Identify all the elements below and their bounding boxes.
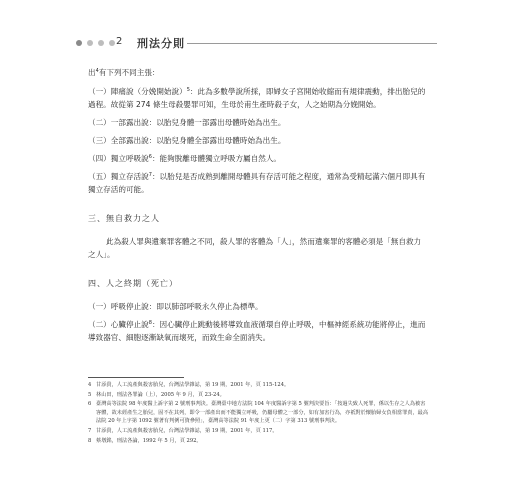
footnotes: [88, 381, 428, 446]
birth-theories-list: [88, 85, 428, 196]
decorative-dots: [76, 40, 115, 46]
death-theories-list: [88, 300, 428, 344]
footnote: 5 林山田，刑法各罪論（上），2005 年 9 月，頁 23-24。: [88, 391, 225, 398]
footnote-ref[interactable]: 7: [148, 172, 152, 178]
list-item: （二）心臟停止說$^8$：因心臟停止跳動後將導致血液循環自停止呼吸，中樞神經系統功能將停止，進而導致器官、細胞逐漸缺氧而壞死，而致生命全面消失。: [88, 320, 426, 342]
chapter-title: 刑法分則: [137, 37, 185, 50]
footnote: 7 甘添貴，人工流產與殺害胎兒，台灣法學雜誌，第 19 期，2001 年，頁 117。: [88, 427, 278, 434]
footnote-ref[interactable]: 5: [186, 87, 190, 93]
list-item: （一）陣痛說（分娩開始說）$^5$：此為多數學說所採，即婦女子宮開始收縮而有規律震動，排出胎兒的過程。故從第 274 條生母殺嬰罪可知，生母於甫生產時殺子女，人之始期為分娩開始。: [88, 87, 426, 109]
footnote: 8 蔡墩銘，刑法各論，1992 年 5 月，頁 292。: [88, 437, 202, 444]
footnote-mark: 8: [88, 437, 92, 444]
page-number: 2: [116, 36, 123, 47]
footnote-ref[interactable]: 4: [95, 68, 99, 74]
dot-icon: [98, 40, 104, 46]
page-header: [0, 0, 520, 60]
footnote-mark: 5: [88, 391, 92, 398]
section-heading: 三、無自救力之人: [88, 214, 160, 223]
header-rule: [187, 43, 437, 44]
list-item: （五）獨立存活說$^7$：以胎兒是否成熟到離開母體具有存活可能之程度，通常為受精起滿六個月即具有獨立存活的可能。: [88, 172, 426, 194]
footnote-mark: 4: [88, 382, 92, 388]
list-item: （二）一部露出說：以胎兒身體一部露出母體時始為出生。: [88, 118, 286, 127]
dot-icon: [76, 40, 82, 46]
section-paragraph: 此為殺人罪與遺棄罪客體之不同，殺人罪的客體為「人」，然而遺棄罪的客體必須是「無自救力之人」。: [88, 237, 422, 259]
main-text: [88, 62, 428, 349]
lead-paragraph: 出$^4$有下列不同主張：: [88, 68, 160, 77]
footnote-mark: 6: [88, 401, 92, 408]
footnote-divider: [88, 377, 184, 378]
footnote: 4 甘添貴，人工流產與殺害胎兒，台灣法學雜誌，第 19 期，2001 年，頁 115-124。: [88, 382, 290, 388]
list-item: （四）獨立呼吸說$^6$：能夠脫離母體獨立呼吸方屬自然人。: [88, 154, 282, 163]
list-item: （一）呼吸停止說：即以肺部呼吸永久停止為標準。: [88, 302, 263, 311]
footnote-ref[interactable]: 8: [148, 320, 152, 326]
list-item: （三）全部露出說：以胎兒身體全部露出母體時始為出生。: [88, 136, 286, 145]
footnote-mark: 7: [88, 427, 92, 434]
dot-icon: [109, 40, 115, 46]
section-heading: 四、人之終期（死亡）: [88, 279, 178, 288]
dot-icon: [87, 40, 93, 46]
footnote: 6 臺灣高等法院 98 年度醫上訴字第 2 號刑事判決。臺灣臺中地方法院 104 年度醫訴字第 5 號判決要旨：「按過失致人死罪，係以生存之人為被害客體，故未經產生之胎兒，固不在其列，即令一部產出而不能獨立呼吸，仍屬母體之一部分，如有加害行為，亦祇對於懷胎婦女負相當罪責，最高法院 20 年上字第 1092 號著有判例可資參照」，臺灣高等法院 91 年度上更（二）字第 313 號刑事判決。: [88, 401, 429, 425]
footnote-ref[interactable]: 6: [148, 154, 152, 160]
